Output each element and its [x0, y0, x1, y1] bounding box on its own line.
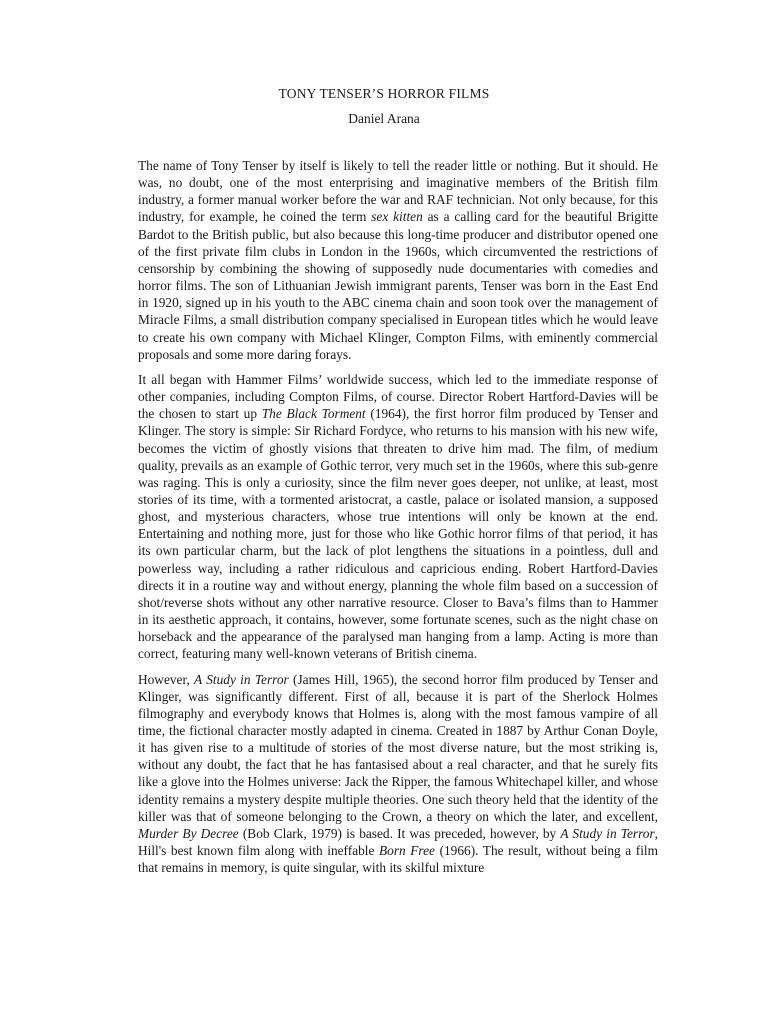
text-run: The name of Tony Tenser by itself is likely to tell the reader little or nothing. But it should. He was, no doubt, one of the most enterprising and imaginative members of the British film industry, a former manual worker before the war and RAF technician. Not only because, for this industry, for example, he coined the term	[138, 158, 658, 225]
document-body	[138, 157, 658, 884]
text-run: (James Hill, 1965), the second horror film produced by Tenser and Klinger, was significantly different. First of all, because it is part of the Sherlock Holmes filmography and everybody knows that Holmes is, along with the most famous vampire of all time, the fictional character mostly adapted in cinema. Created in 1887 by Arthur Conan Doyle, it has given rise to a multitude of stories of the most diverse nature, but the most striking is, without any doubt, the fact that he has fantasised about a real character, and that he surely fits like a glove into the Holmes universe: Jack the Ripper, the famous Whitechapel killer, and whose identity remains a mystery despite multiple theories. One such theory held that the identity of the killer was that of someone belonging to the Crown, a theory on which the later, and excellent,	[138, 671, 658, 824]
paragraph-3	[138, 671, 658, 877]
italic-film-title: The Black Torment	[261, 406, 366, 422]
italic-film-title: Born Free	[379, 843, 435, 859]
paragraph-1	[138, 157, 658, 363]
text-run: (Bob Clark, 1979) is based. It was preceded, however, by	[238, 825, 561, 841]
document-title: TONY TENSER’S HORROR FILMS	[278, 86, 490, 101]
text-run: as a calling card for the beautiful Brigitte Bardot to the British public, but also because this long-time producer and distributor opened one of the first private film clubs in London in the 1960s, which circumvented the restrictions of censorship by combining the showing of supposedly nude documentaries with comedies and horror films. The son of Lithuanian Jewish immigrant parents, Tenser was born in the East End in 1920, signed up in his youth to the ABC cinema chain and soon took over the management of Miracle Films, a small distribution company specialised in European titles which he would leave to create his own company with Michael Klinger, Compton Films, with eminently commercial proposals and some more daring forays.	[138, 209, 659, 362]
text-run: (1964), the first horror film produced by Tenser and Klinger. The story is simple: Sir Richard Fordyce, who returns to his mansion with his new wife, becomes the victim of ghostly visions that threaten to drive him mad. The film, of medium quality, prevails as an example of Gothic terror, very much set in the 1960s, where this sub-genre was raging. This is only a curiosity, since the film never goes deeper, not unlike, at least, most stories of its time, with a tormented aristocrat, a castle, palace or isolated mansion, a supposed ghost, and mysterious characters, whose true intentions will only be known at the end. Entertaining and nothing more, just for those who like Gothic horror films of that period, it has its own particular charm, but the lack of plot lengthens the situations in a pointless, dull and powerless way, including a rather ridiculous and capricious ending. Robert Hartford-Davies directs it in a routine way and without energy, planning the whole film based on a succession of shot/reverse shots without any other narrative resource. Closer to Bava’s films than to Hammer in its aesthetic approach, it contains, however, some fortunate scenes, such as the night chase on horseback and the appearance of the paralysed man hanging from a lamp. Acting is more than correct, featuring many well-known veterans of British cinema.	[138, 406, 658, 662]
italic-term: sex kitten	[371, 209, 423, 225]
document-author: Daniel Arana	[348, 111, 420, 126]
text-run: However,	[138, 671, 195, 687]
italic-film-title: Murder By Decree	[138, 825, 239, 841]
paragraph-2	[138, 371, 658, 663]
italic-film-title: A Study in Terror	[194, 671, 289, 687]
text-run: It all began with Hammer Films’ worldwide success, which led to the immediate response of other companies, including Compton Films, of course. Director Robert Hartford-Davies will be the chosen to start up	[138, 371, 658, 422]
text-run: , Hill's best known film along with ineffable	[138, 825, 658, 859]
text-run: (1966). The result, without being a film that remains in memory, is quite singular, with its skilful mixture	[138, 843, 659, 876]
italic-film-title: A Study in Terror	[560, 825, 655, 841]
